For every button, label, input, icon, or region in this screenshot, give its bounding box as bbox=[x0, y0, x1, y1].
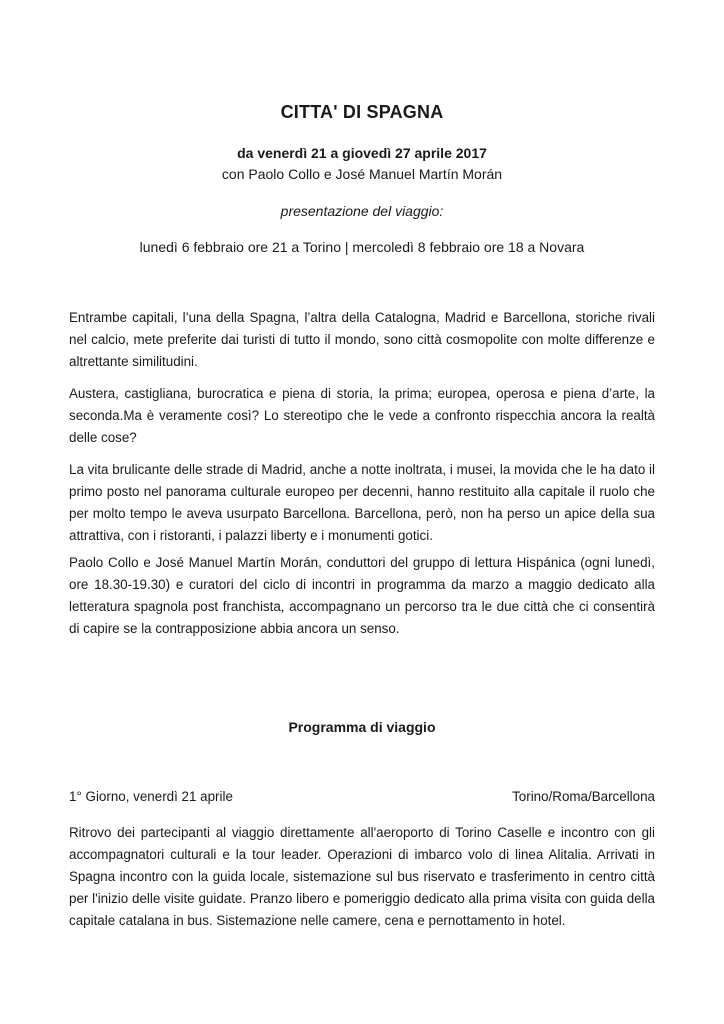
presentation-dates: lunedì 6 febbraio ore 21 a Torino | mercoledì 8 febbraio ore 18 a Novara bbox=[139, 239, 585, 255]
trip-guides: con Paolo Collo e José Manuel Martín Morán bbox=[221, 166, 503, 182]
presentation-label: presentazione del viaggio: bbox=[280, 203, 444, 219]
day-label: 1° Giorno, venerdì 21 aprile bbox=[69, 789, 233, 804]
intro-paragraph: Entrambe capitali, l’una della Spagna, l’altra della Catalogna, Madrid e Barcellona, storiche rivali nel calcio, mete preferite dai turisti di tutto il mondo, sono città cosmopolite con molte differenze e altrettante similitudini. bbox=[69, 310, 655, 369]
day-description: Ritrovo dei partecipanti al viaggio direttamente all'aeroporto di Torino Caselle e incontro con gli accompagnatori culturali e la tour leader. Operazioni di imbarco volo di linea Alitalia. Arrivati in Spagna incontro con la guida locale, sistemazione sul bus riservato e trasferimento in centro città per l'inizio delle visite guidate. Pranzo libero e pomeriggio dedicato alla prima visita con guida della capitale catalana in bus. Sistemazione nelle camere, cena e pernottamento in hotel. bbox=[69, 825, 655, 928]
program-title: Programma di viaggio bbox=[288, 719, 436, 735]
trip-dates: da venerdì 21 a giovedì 27 aprile 2017 bbox=[237, 145, 487, 161]
intro-paragraph: Paolo Collo e José Manuel Martín Morán, conduttori del gruppo di lettura Hispánica (ogni lunedì, ore 18.30-19.30) e curatori del ciclo di incontri in programma da marzo a maggio dedicato alla letteratura spagnola post franchista, accompagnano un percorso tra le due città che ci consentirà di capire se la contrapposizione abbia ancora un senso. bbox=[69, 555, 655, 636]
document-title: CITTA' DI SPAGNA bbox=[280, 102, 444, 122]
day-route: Torino/Roma/Barcellona bbox=[512, 789, 655, 804]
intro-paragraph: La vita brulicante delle strade di Madrid, anche a notte inoltrata, i musei, la movida che le ha dato il primo posto nel panorama culturale europeo per decenni, hanno restituito alla capitale il ruolo che per molto tempo le aveva usurpato Barcellona. Barcellona, però, non ha perso un apice della sua attrattiva, con i ristoranti, i palazzi liberty e i monumenti gotici. bbox=[69, 462, 655, 543]
intro-paragraph: Austera, castigliana, burocratica e piena di storia, la prima; europea, operosa e piena d’arte, la seconda.Ma è veramente così? Lo stereotipo che le vede a confronto rispecchia ancora la realtà delle cose? bbox=[69, 386, 655, 445]
program-day-header bbox=[69, 789, 655, 804]
